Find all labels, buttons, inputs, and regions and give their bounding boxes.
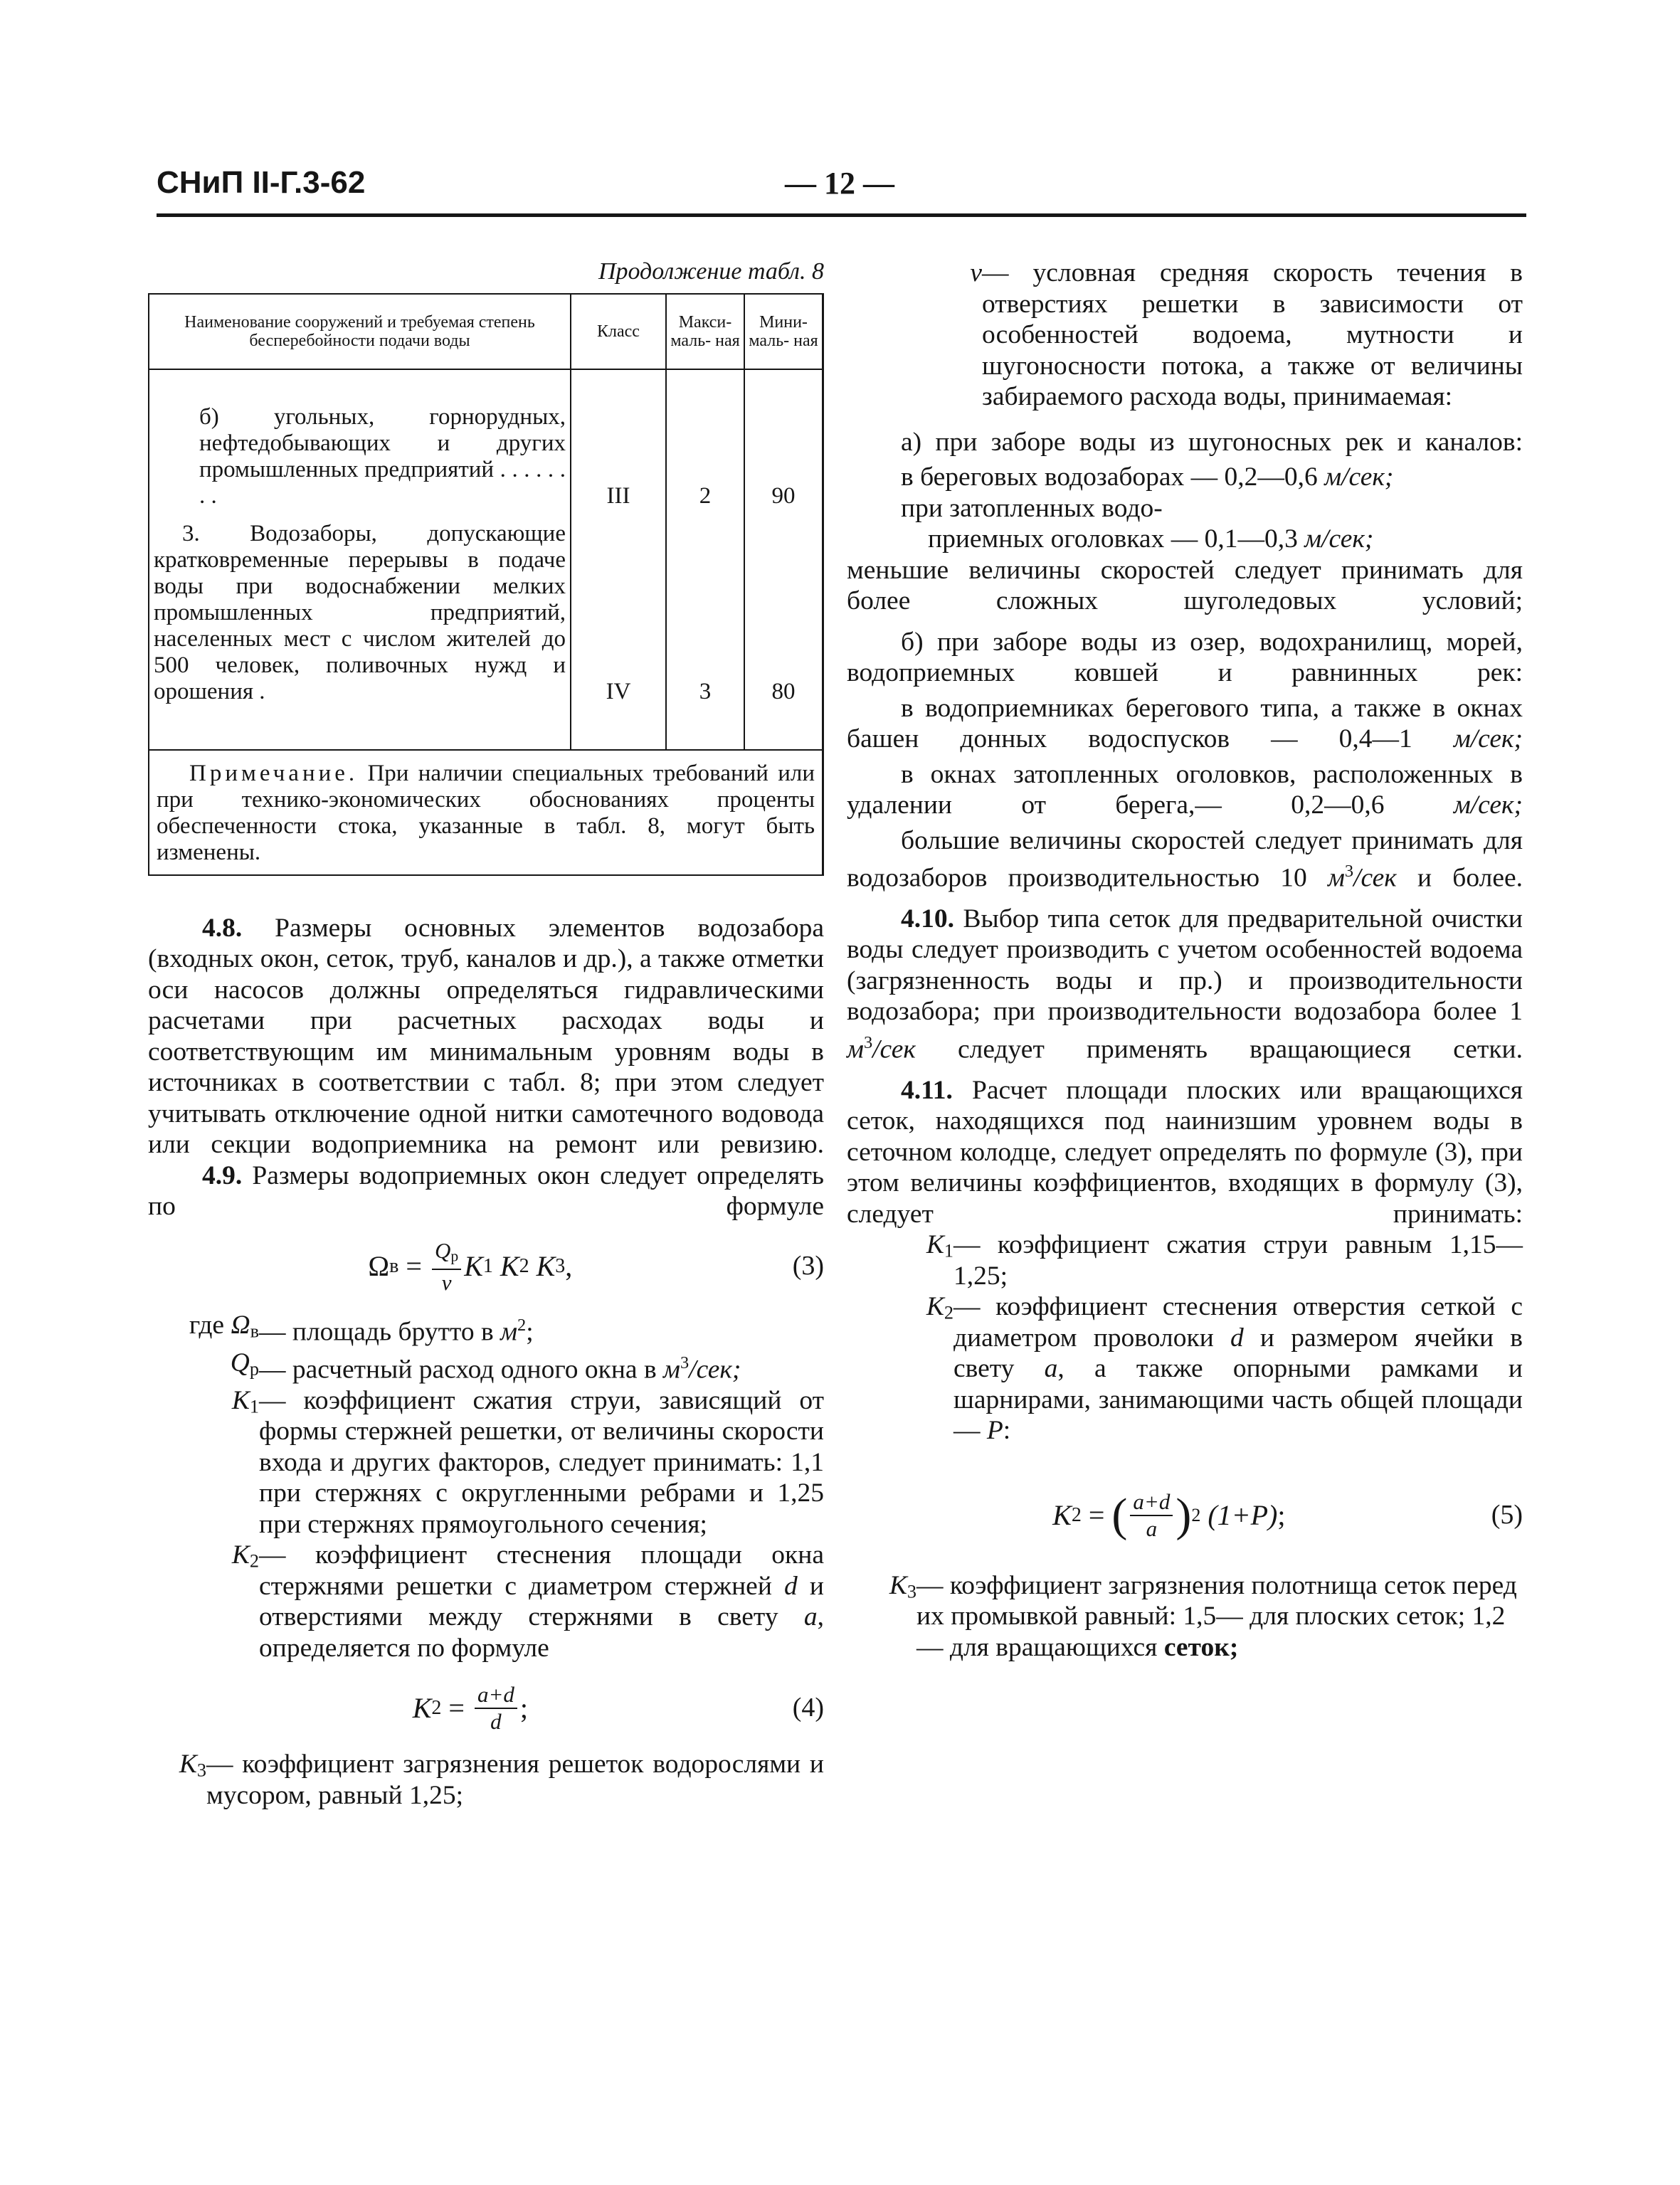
formula-fraction — [432, 1238, 461, 1296]
paragraph-number: 4.9. — [202, 1160, 243, 1190]
term-symbol: K — [926, 1292, 944, 1322]
definition-text-part: — коэффициент стеснения отверстия сеткой с диаметром проволоки — [953, 1292, 1523, 1353]
definition-text-part: — коэффициент загрязнения полотнища сеток перед их промывкой равный: 1,5— для плоских сеток; 1,2 — для вращающихся — [916, 1570, 1517, 1662]
formula-expression — [148, 1238, 793, 1296]
formula-factor: (1+P) — [1208, 1499, 1278, 1532]
formula-punctuation: ; — [519, 1692, 528, 1725]
formula-subscript: 2 — [519, 1255, 529, 1278]
definition-term — [148, 1749, 206, 1811]
definition-text-part: , определяется по формуле — [259, 1602, 824, 1663]
formula-subscript: 3 — [555, 1255, 566, 1278]
unit: м/сек; — [1324, 462, 1394, 492]
paragraph-4-8 — [148, 913, 824, 1160]
table-cell-max: 2 — [666, 369, 744, 515]
definition-item — [847, 1229, 1523, 1291]
definition-text-bold: сеток; — [1163, 1632, 1239, 1662]
variable: a — [803, 1602, 818, 1632]
velocity-note: меньшие величины скоростей следует принимать для более сложных шуголедовых условий; — [847, 555, 1523, 615]
note-text: и более. — [1396, 863, 1523, 893]
formula-fraction — [475, 1682, 517, 1735]
definition-text-part: , а также опорными рамками и шарнирами, занимающими часть общей площади — — [953, 1354, 1523, 1446]
definition-item — [148, 1310, 824, 1348]
document-code: СНиП II-Г.3-62 — [157, 165, 366, 200]
table-row — [149, 369, 823, 515]
definition-text-part: — коэффициент стеснения площади окна стержнями решетки с диаметром стержней — [259, 1540, 824, 1601]
definition-term — [847, 1570, 916, 1663]
fraction-denominator: v — [441, 1269, 452, 1295]
right-parenthesis: ) — [1176, 1488, 1192, 1541]
term-symbol: Ω — [231, 1310, 250, 1340]
definitions-list-right — [847, 1229, 1523, 1446]
paragraph-number: 4.11. — [901, 1075, 953, 1105]
unit-superscript: 3 — [863, 1032, 873, 1052]
unit: м/сек; — [1304, 524, 1374, 554]
table-header-max: Макси- маль- ная — [666, 294, 744, 369]
variable: a — [1044, 1354, 1058, 1384]
formula-punctuation: ; — [1277, 1499, 1286, 1532]
table-cell-min: 90 — [744, 369, 823, 515]
variable: P — [986, 1416, 1003, 1446]
formula-symbol: K — [536, 1250, 556, 1283]
paragraph-text: следует применять вращающиеся сетки. — [915, 1035, 1523, 1064]
definition-text — [259, 1348, 824, 1385]
term-subscript: 1 — [249, 1395, 259, 1417]
definition-item — [148, 1540, 824, 1663]
definition-item — [847, 1570, 1523, 1663]
table-cell-min: 80 — [744, 515, 823, 750]
formula-power: 2 — [1191, 1505, 1201, 1526]
velocity-line: при затопленных водо- — [901, 493, 1163, 523]
formula-symbol: K — [412, 1692, 432, 1725]
term-subscript: 3 — [196, 1760, 206, 1781]
table-note — [149, 750, 823, 875]
note-text: большие величины скоростей следует принимать для водозаборов производительностью 10 — [847, 825, 1523, 893]
definition-item — [148, 1749, 824, 1811]
fraction-denominator: d — [490, 1709, 502, 1735]
definition-text — [259, 1310, 824, 1348]
paragraph-4-10 — [847, 904, 1523, 1065]
velocity-text: в береговых водозаборах — 0,2—0,6 — [901, 462, 1325, 492]
table-cell-class: III — [571, 369, 666, 515]
definition-text-part: и отверстиями между стержнями в свету — [259, 1571, 824, 1632]
definition-text: — коэффициент загрязнения решеток водорослями и мусором, равный 1,25; — [206, 1750, 824, 1810]
unit: /сек — [1353, 863, 1397, 893]
table-cell-name: б) угольных, горнорудных, нефтедобывающих и других промышленных предприятий . . . . . . . . — [149, 369, 571, 515]
term-symbol: K — [231, 1540, 250, 1570]
paragraph-text: Выбор типа сеток для предварительной очистки воды следует производить с учетом особенностей водоема (загрязненность воды и пр.) и производительности водозабора; при производительности водозабора более 1 — [847, 904, 1523, 1027]
unit: /сек — [872, 1035, 916, 1064]
table-cell-name — [149, 515, 571, 750]
left-column — [148, 256, 824, 1811]
paragraph-number: 4.10. — [901, 904, 954, 933]
table-8 — [148, 293, 824, 876]
definition-text-part: и размером ячейки в свету — [953, 1323, 1523, 1384]
formula-subscript: 2 — [431, 1697, 442, 1720]
definition-text — [259, 1540, 824, 1663]
definition-item — [847, 1291, 1523, 1446]
term-subscript: 3 — [907, 1581, 916, 1602]
definition-text — [953, 1291, 1523, 1446]
velocity-line — [847, 759, 1523, 821]
definition-term — [148, 1348, 259, 1385]
term-symbol: K — [179, 1750, 197, 1779]
definition-term — [847, 1291, 953, 1446]
term-subscript: 1 — [944, 1240, 953, 1261]
unit: м — [663, 1355, 680, 1385]
definition-text-part: ; — [526, 1317, 534, 1347]
table-row — [149, 515, 823, 750]
definition-item — [148, 1385, 824, 1540]
velocity-text: в окнах затопленных оголовков, расположенных в удалении от берега,— 0,2—0,6 — [847, 759, 1523, 820]
definition-item — [847, 258, 1523, 413]
velocity-text: в водоприемниках берегового типа, а также в окнах башен донных водоспусков — 0,4—1 — [847, 693, 1523, 753]
velocity-case-a: а) при заборе воды из шугоносных рек и каналов: — [901, 427, 1523, 457]
term-symbol: K — [926, 1230, 944, 1260]
table-header-row — [149, 294, 823, 369]
page-number: — 12 — — [785, 166, 894, 201]
left-parenthesis: ( — [1111, 1488, 1128, 1541]
unit: м — [847, 1035, 864, 1064]
formula-5 — [847, 1489, 1523, 1542]
paragraph-text: Размеры основных элементов водозабора (входных окон, сеток, труб, каналов и др.), а также отметки оси насосов должны определяться гидравлическими расчетами при расчетных расходах воды и соответствующим им минимальным уровням воды в источниках в соответствии с табл. 8; при этом следует учитывать отключение одной нитки самотечного водовода или секции водоприемника на ремонт или ревизию. — [148, 913, 825, 1159]
formula-punctuation: , — [565, 1250, 573, 1283]
formula-subscript: в — [389, 1255, 399, 1278]
formula-symbol: K — [500, 1250, 519, 1283]
formula-number: (3) — [792, 1251, 824, 1281]
definition-term — [148, 1385, 259, 1540]
definition-text-part: /сек; — [689, 1355, 741, 1385]
formula-symbol: K — [464, 1250, 483, 1283]
velocity-case-b: б) при заборе воды из озер, водохранилищ, морей, водоприемных ковшей и равнинных рек: — [847, 627, 1523, 687]
note-label: Примечание. — [189, 760, 359, 786]
term-subscript: р — [249, 1358, 259, 1379]
definition-text-part: — площадь брутто в — [259, 1317, 501, 1347]
definition-text: — коэффициент сжатия струи равным 1,15—1,25; — [953, 1230, 1523, 1291]
header-rule — [157, 213, 1526, 217]
fraction-numerator: a+d — [475, 1682, 517, 1709]
table-header-min: Мини- маль- ная — [744, 294, 823, 369]
right-column — [847, 258, 1523, 1663]
formula-3 — [148, 1238, 824, 1296]
table-note-row — [149, 750, 823, 875]
unit-superscript: 3 — [1344, 862, 1354, 881]
variable: d — [1230, 1323, 1244, 1353]
formula-equals: = — [448, 1692, 465, 1725]
unit: м — [1327, 863, 1345, 893]
definition-term — [148, 1310, 259, 1348]
formula-subscript: р — [450, 1247, 459, 1264]
definition-term — [148, 1540, 259, 1663]
formula-symbol: K — [1052, 1499, 1072, 1532]
definition-term — [847, 1229, 953, 1291]
formula-equals: = — [1088, 1499, 1105, 1532]
formula-expression — [847, 1489, 1491, 1542]
paragraph-4-11 — [847, 1075, 1523, 1230]
formula-symbol: Q — [434, 1237, 451, 1263]
velocity-line — [847, 462, 1523, 493]
velocity-note — [847, 825, 1523, 894]
formula-equals: = — [406, 1250, 422, 1283]
term-symbol: K — [889, 1570, 907, 1600]
where-word: где — [189, 1310, 225, 1340]
unit: м/сек; — [1453, 724, 1523, 753]
term-symbol: K — [231, 1385, 250, 1415]
definitions-list-left — [148, 1310, 824, 1663]
definition-text — [916, 1570, 1523, 1663]
term-symbol: Q — [230, 1348, 250, 1377]
term-subscript: 2 — [249, 1550, 259, 1572]
paragraph-text: Размеры водоприемных окон следует определять по формуле — [148, 1160, 824, 1221]
table-header-class: Класс — [571, 294, 666, 369]
table-cell-class: IV — [571, 515, 666, 750]
variable: d — [784, 1571, 798, 1601]
formula-number: (4) — [792, 1693, 824, 1723]
formula-4 — [148, 1682, 824, 1735]
paragraph-number: 4.8. — [202, 913, 243, 943]
term-symbol: v — [970, 258, 982, 287]
definition-term — [847, 258, 982, 413]
fraction-numerator: a+d — [1130, 1489, 1173, 1516]
definition-text: — коэффициент сжатия струи, зависящий от формы стержней решетки, от величины скорости входа и других факторов, следует принимать: 1,1 при стержнях с округленными ребрами и 1,25 при стержнях прямоугольного сечения; — [259, 1385, 824, 1539]
definition-item — [148, 1348, 824, 1385]
term-subscript: 2 — [944, 1302, 953, 1323]
formula-symbol: Ω — [368, 1250, 390, 1283]
table-cell-max: 3 — [666, 515, 744, 750]
paragraph-text: Расчет площади плоских или вращающихся сеток, находящихся под наинизшим уровнем воды в сеточном колодце, следует определять по формуле (3), при этом величины коэффициентов, входящих в формулу (3), следует принимать: — [847, 1075, 1523, 1229]
table-header-name: Наименование сооружений и требуемая степень бесперебойности подачи воды — [149, 294, 571, 369]
note-text: При наличии специальных требований или при технико-экономических обоснованиях проценты обеспеченности стока, указанные в табл. 8, могут быть изменены. — [157, 760, 815, 865]
formula-subscript: 1 — [482, 1255, 493, 1278]
velocity-line — [847, 693, 1523, 755]
formula-number: (5) — [1491, 1500, 1523, 1530]
formula-expression — [148, 1682, 793, 1735]
table-caption: Продолжение табл. 8 — [598, 258, 824, 285]
unit: м/сек; — [1453, 790, 1523, 820]
table-cell-name-text: 3. Водозаборы, допускающие кратковременные перерывы в подаче воды при водоснабжении мелких промышленных предприятий, населенных мест с числом жителей до 500 человек, поливочных нужд и орошения . — [154, 520, 566, 704]
fraction-denominator: a — [1146, 1515, 1158, 1541]
definition-text: — условная средняя скорость течения в отверстиях решетки в зависимости от особенностей водоема, мутности и шугоносности потока, а также от величины забираемого расхода воды, принимаемая: — [982, 258, 1523, 411]
formula-fraction — [1130, 1489, 1173, 1542]
paragraph-4-9 — [148, 1160, 824, 1222]
term-subscript: в — [250, 1321, 259, 1342]
definition-text-part: — расчетный расход одного окна в — [259, 1355, 664, 1385]
formula-subscript: 2 — [1071, 1504, 1082, 1527]
unit-superscript: 2 — [517, 1315, 527, 1335]
definition-text-part: : — [1003, 1416, 1011, 1446]
fraction-numerator — [432, 1238, 461, 1270]
velocity-text: приемных оголовках — 0,1—0,3 — [928, 524, 1305, 554]
velocity-line — [847, 524, 1523, 555]
unit-superscript: 3 — [680, 1353, 690, 1372]
unit: м — [500, 1317, 517, 1347]
